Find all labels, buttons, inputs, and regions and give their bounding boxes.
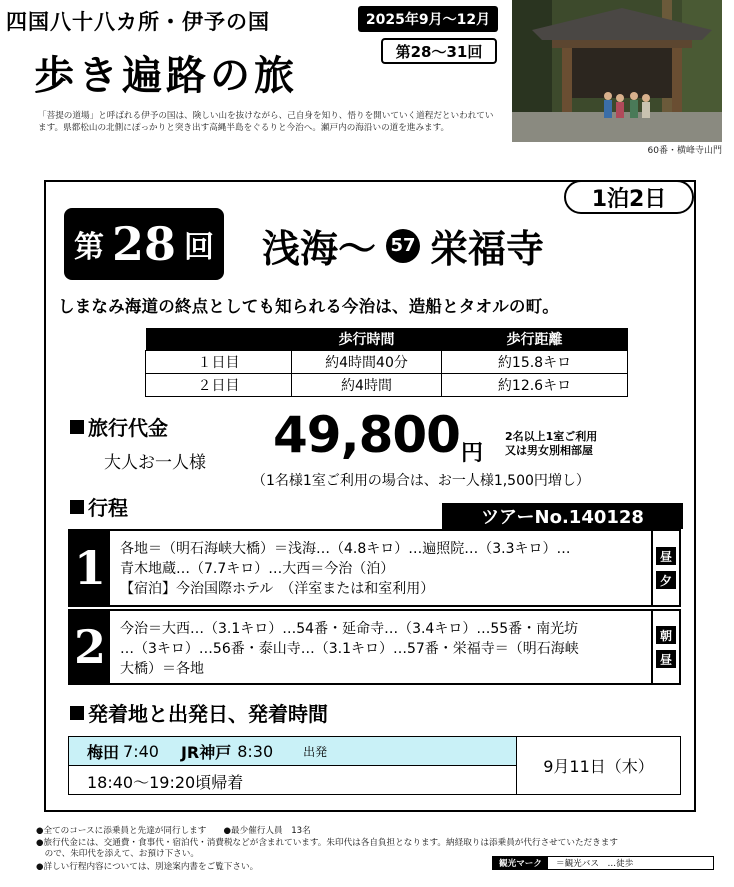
footer-note-4: ●詳しい行程内容については、別途案内書をご覧下さい。: [36, 862, 259, 872]
walking-time: 約4時間: [292, 374, 442, 397]
bullet-square-icon: [70, 420, 84, 434]
itinerary-day-1: [68, 529, 681, 607]
main-title: 歩き遍路の旅: [34, 52, 298, 99]
day-description: [110, 611, 653, 683]
round-prefix: 第: [73, 230, 104, 265]
intro-text: 「菩提の道場」と呼ばれる伊予の国は、険しい山を抜けながら、己自身を知り、悟りを開いていく道程だといわれています。県都松山の北側にぽっかりと突き出す高縄半島をぐるりと今治へ。瀬戸内の海沿いの道を進みます。: [38, 111, 494, 133]
meal-indicators: [653, 611, 679, 683]
departure-label: 出発: [303, 744, 328, 759]
footer-note-1: ●全てのコースに添乗員と先達が同行します ●最少催行人員 13名: [36, 826, 311, 836]
day-line: 青木地蔵…（7.7キロ）…大西＝今治（泊）: [120, 561, 395, 577]
departure-place-1: 梅田: [87, 742, 120, 762]
adult-label: 大人お一人様: [104, 453, 206, 473]
tagline: しまなみ海道の終点としても知られる今治は、造船とタオルの町。: [58, 297, 559, 316]
walking-day: １日目: [146, 351, 292, 374]
route-to: 栄福寺: [430, 227, 545, 271]
departure-time-1: 7:40: [123, 741, 159, 761]
price-condition: [505, 430, 597, 458]
meal-lunch: 昼: [656, 547, 676, 565]
meal-indicators: [653, 531, 679, 605]
meal-dinner: 夕: [656, 571, 676, 589]
day-line: …（3キロ）…56番・泰山寺…（3.1キロ）…57番・栄福寺＝（明石海峡: [120, 641, 579, 657]
price-condition-line2: 又は男女別相部屋: [505, 444, 593, 457]
walking-time: 約4時間40分: [292, 351, 442, 374]
walking-day: ２日目: [146, 374, 292, 397]
accommodation-line: 【宿泊】今治国際ホテル （洋室または和室利用）: [120, 581, 435, 597]
legend: [492, 856, 714, 870]
round-badge: [64, 208, 224, 280]
rounds-badge: 第28～31回: [381, 38, 497, 64]
walking-header-time: 歩行時間: [292, 328, 442, 351]
round-suffix: 回: [184, 230, 214, 265]
departure-times: [69, 737, 517, 794]
temple-gate-photo: [512, 0, 722, 142]
series-title: 四国八十八カ所・伊予の国: [6, 10, 270, 34]
departure-table: [68, 736, 681, 795]
temple-number-badge: 57: [386, 229, 420, 263]
walking-table-header: [146, 328, 628, 351]
day-number: 2: [70, 611, 110, 683]
meal-lunch: 昼: [656, 650, 676, 668]
table-row: [146, 351, 628, 374]
walking-header-day: [146, 328, 292, 351]
return-time: 18:40～19:20頃帰着: [87, 772, 244, 792]
price-condition-line1: 2名以上1室ご利用: [505, 430, 598, 443]
price: 49,800: [273, 406, 460, 464]
table-row: [146, 374, 628, 397]
route-title: [262, 218, 544, 273]
price-unit: 円: [461, 441, 484, 466]
route-from: 浅海～: [262, 227, 377, 271]
fare-heading: [70, 412, 168, 441]
stay-length-badge: 1泊2日: [564, 180, 694, 214]
tour-number: ツアーNo.140128: [442, 503, 683, 529]
departure-heading: [70, 698, 328, 727]
walking-distance: 約15.8キロ: [442, 351, 628, 374]
legend-label: 観光マーク: [493, 857, 548, 869]
single-room-note: （1名様1室ご利用の場合は、お一人様1,500円増し）: [252, 473, 590, 489]
fare-heading-label: 旅行代金: [88, 416, 168, 440]
day-line: 各地＝（明石海峡大橋）＝浅海…（4.8キロ）…遍照院…（3.3キロ）…: [120, 541, 571, 557]
bullet-square-icon: [70, 706, 84, 720]
photo-caption: 60番・横峰寺山門: [647, 146, 722, 156]
day-line: 大橋）＝各地: [120, 661, 204, 677]
footer-note-2: ●旅行代金には、交通費・食事代・宿泊代・消費税などが含まれています。朱印代は各自負担となります。納経取りは添乗員が代行させていただきます: [36, 838, 618, 848]
itinerary-heading-label: 行程: [88, 496, 128, 520]
day-number: 1: [70, 531, 110, 605]
departure-date: 9月11日（木）: [543, 757, 654, 776]
walking-distance: 約12.6キロ: [442, 374, 628, 397]
round-number: 28: [111, 217, 176, 271]
walking-table: [145, 328, 628, 397]
departure-heading-label: 発着地と出発日、発着時間: [88, 702, 328, 726]
departure-time-2: 8:30: [237, 741, 274, 761]
meal-breakfast: 朝: [656, 626, 676, 644]
day-description: [110, 531, 653, 605]
day-line: 今治＝大西…（3.1キロ）…54番・延命寺…（3.4キロ）…55番・南光坊: [120, 621, 579, 637]
footer-note-3: ので、朱印代を添えて、お預け下さい。: [36, 849, 199, 859]
itinerary-heading: [70, 492, 128, 521]
date-range-badge: 2025年9月～12月: [358, 6, 498, 32]
itinerary-day-2: [68, 609, 681, 685]
departure-row: [69, 737, 516, 766]
legend-value: ＝観光バス …徒歩: [555, 859, 634, 869]
walking-header-distance: 歩行距離: [442, 328, 628, 351]
departure-place-2: JR神戸: [180, 742, 232, 762]
bullet-square-icon: [70, 500, 84, 514]
